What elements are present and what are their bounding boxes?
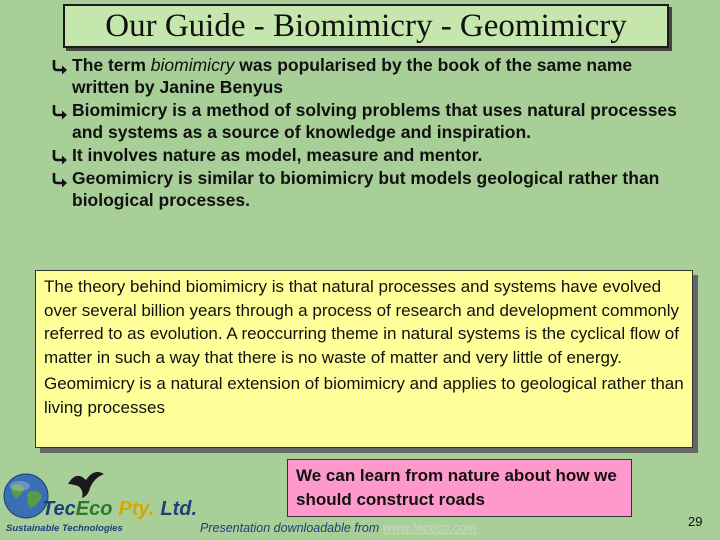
footer-prefix: Presentation downloadable from [200, 521, 383, 535]
curved-arrow-icon [52, 99, 68, 121]
bullet-text-post: was popularised by the book of the same name written by Janine Benyus [72, 55, 633, 97]
bullet-text: Geomimicry is similar to biomimicry but models geological rather than biological processes. [72, 168, 660, 210]
logo-ltd: Ltd. [160, 498, 198, 520]
bullet-item [52, 144, 692, 166]
logo-tec: Tec [42, 498, 76, 520]
footer-link[interactable]: www.tececo.com [382, 521, 477, 535]
explanation-box [35, 270, 693, 448]
tececo-logo [0, 466, 215, 540]
callout-text: We can learn from nature about how we should construct roads [296, 466, 617, 509]
explanation-paragraph: The theory behind biomimicry is that natural processes and systems have evolved over several billion years through a process of research and development commonly referred to as evolution. A reoccurring theme in natural systems is the cyclical flow of matter in such a way that there is no waste of matter and very little of energy. [44, 277, 679, 367]
bullet-text-em: biomimicry [150, 55, 235, 75]
bullet-text: It involves nature as model, measure and mentor. [72, 145, 483, 165]
logo-wordmark [42, 498, 197, 521]
bullet-list [52, 54, 692, 212]
curved-arrow-icon [52, 167, 68, 189]
bullet-item [52, 99, 692, 143]
bullet-item [52, 54, 692, 98]
curved-arrow-icon [52, 144, 68, 166]
callout-box [287, 459, 632, 517]
slide-title: Our Guide - Biomimicry - Geomimicry [105, 7, 627, 44]
slide-title-box [63, 4, 669, 48]
explanation-paragraph: Geomimicry is a natural extension of biomimicry and applies to geological rather than living processes [44, 374, 684, 417]
bullet-text-pre: The term [72, 55, 151, 75]
bird-icon [66, 466, 106, 500]
logo-eco: Eco [75, 498, 113, 520]
logo-subtitle: Sustainable Technologies [6, 523, 123, 534]
bullet-text: Biomimicry is a method of solving problems that uses natural processes and systems as a source of knowledge and inspiration. [72, 100, 677, 142]
footer-note [200, 521, 477, 535]
bullet-item [52, 167, 692, 211]
curved-arrow-icon [52, 54, 68, 76]
page-number: 29 [688, 514, 703, 529]
logo-pty: Pty. [118, 498, 155, 520]
